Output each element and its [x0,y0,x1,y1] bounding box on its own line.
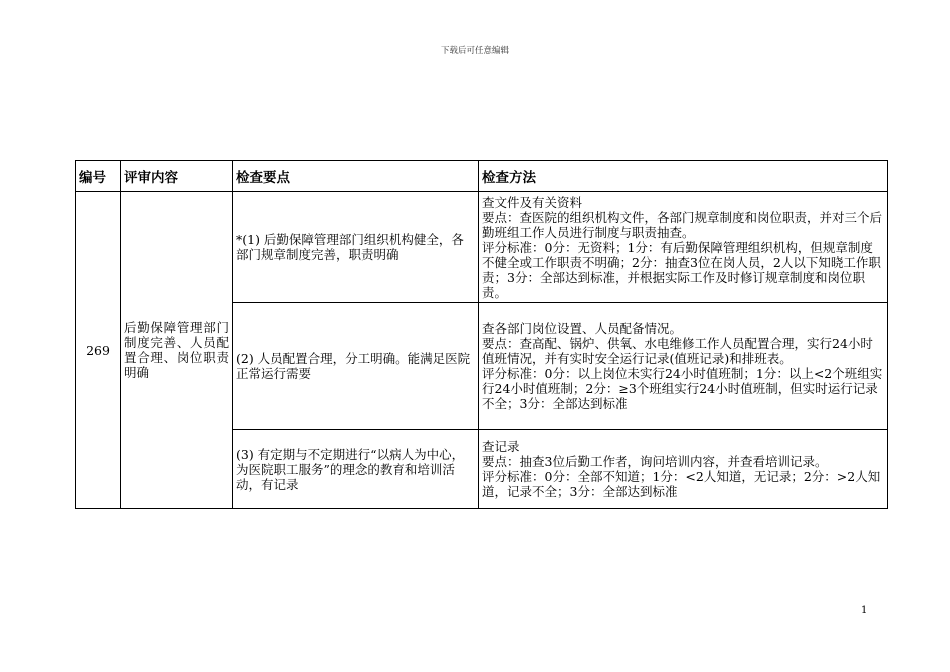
header-num: 编号 [76,161,121,192]
method-line: 评分标准：0分：全部不知道；1分：<2人知道，无记录；2分：>2人知道，记录不全；3分：全部达到标准 [482,469,881,499]
header-method: 检查方法 [479,161,888,192]
audit-table [75,160,888,509]
item-number: 269 [76,192,121,509]
table-row [76,192,888,303]
header-point: 检查要点 [233,161,479,192]
check-method [479,303,888,430]
review-content: 后勤保障管理部门制度完善、人员配置合理、岗位职责明确 [121,192,233,509]
method-line: 要点：抽查3位后勤工作者，询问培训内容，并查看培训记录。 [482,454,828,469]
method-line: 查各部门岗位设置、人员配备情况。 [482,321,683,336]
check-point: *(1) 后勤保障管理部门组织机构健全，各部门规章制度完善，职责明确 [233,192,479,303]
header-note: 下载后可任意编辑 [440,46,509,56]
method-line: 查记录 [482,439,520,454]
method-line: 评分标准：0分：无资料；1分：有后勤保障管理组织机构，但规章制度不健全或工作职责不明确；2分：抽查3位在岗人员，2人以下知晓工作职责；3分：全部达到标准，并根据实际工作及时修订规章制度和岗位职责。 [482,239,881,300]
table-header-row [76,161,888,192]
header-content: 评审内容 [121,161,233,192]
check-point: (2) 人员配置合理，分工明确。能满足医院正常运行需要 [233,303,479,430]
check-point: (3) 有定期与不定期进行“以病人为中心，为医院职工服务”的理念的教育和培训活动，有记录 [233,430,479,509]
method-line: 要点：查高配、锅炉、供氧、水电维修工作人员配置合理，实行24小时值班情况，并有实时安全运行记录(值班记录)和排班表。 [482,336,873,366]
method-line: 要点：查医院的组织机构文件，各部门规章制度和岗位职责，并对三个后勤班组工作人员进行制度与职责抽查。 [482,209,883,240]
method-line: 查文件及有关资料 [482,194,583,210]
check-method [479,192,888,303]
check-method [479,430,888,509]
method-line: 评分标准：0分：以上岗位未实行24小时值班制；1分：以上<2个班组实行24小时值班制；2分：≥3个班组实行24小时值班制，但实时运行记录不全；3分：全部达到标准 [482,366,883,411]
page-number: 1 [861,605,868,616]
